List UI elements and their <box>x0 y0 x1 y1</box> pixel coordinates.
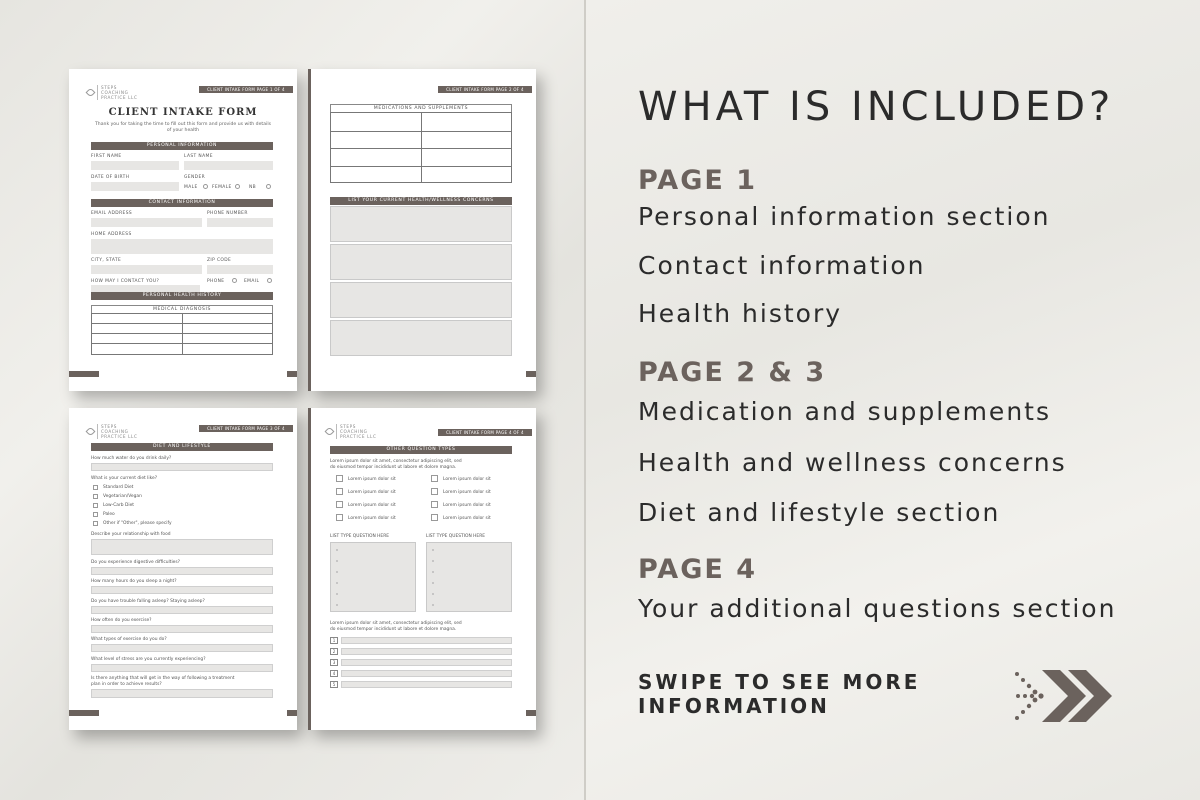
brand-line2: PRACTICE LLC <box>340 434 377 439</box>
diet-option-1: Standard Diet <box>103 485 134 490</box>
page-accent-bar <box>308 69 311 391</box>
list-box-2[interactable] <box>426 542 512 612</box>
form-page-2 <box>308 69 536 391</box>
home-address-field[interactable] <box>91 239 273 254</box>
city-state-field[interactable] <box>91 265 202 274</box>
numbered-answer-1[interactable] <box>341 637 512 644</box>
numbered-answer-5[interactable] <box>341 681 512 688</box>
question-exercise-often: How often do you exercise? <box>91 618 152 623</box>
female-radio[interactable] <box>235 184 240 189</box>
question-stress: What level of stress are you currently experiencing? <box>91 657 206 662</box>
leaf-icon <box>325 427 335 437</box>
concern-box-1[interactable] <box>330 206 512 242</box>
email-address-label: EMAIL ADDRESS <box>91 211 133 216</box>
answer-obstacle[interactable] <box>91 689 273 698</box>
brand-line2: PRACTICE LLC <box>101 95 138 100</box>
diet-checkbox-4[interactable] <box>93 512 98 517</box>
diet-option-3: Low-Carb Diet <box>103 503 134 508</box>
last-name-label: LAST NAME <box>184 154 213 159</box>
question-relationship: Describe your relationship with food <box>91 532 171 537</box>
other-checkbox-6[interactable] <box>431 501 438 508</box>
first-name-label: FIRST NAME <box>91 154 122 159</box>
lorem-paragraph-2: Lorem ipsum dolor sit amet, consectetur adipiscing elit, sed do eiusmod tempor incididunt ut labore et dolore magna. <box>330 621 462 632</box>
other-check-label-1: Lorem ipsum dolor sit <box>348 477 396 482</box>
double-chevron-right-icon[interactable] <box>1012 668 1116 724</box>
first-name-field[interactable] <box>91 161 179 170</box>
page1-item-personal: Personal information section <box>638 202 1051 231</box>
numbered-answer-3[interactable] <box>341 659 512 666</box>
question-exercise-types: What types of exercise do you do? <box>91 637 167 642</box>
answer-exercise-often[interactable] <box>91 625 273 633</box>
form-page-3 <box>69 408 297 730</box>
section-personal-health-history: PERSONAL HEALTH HISTORY <box>91 292 273 300</box>
phone-number-field[interactable] <box>207 218 273 227</box>
other-check-label-6: Lorem ipsum dolor sit <box>443 503 491 508</box>
page-footer-bar-left <box>69 371 99 377</box>
question-sleep-hours: How many hours do you sleep a night? <box>91 579 177 584</box>
page-footer-bar-right <box>526 371 536 377</box>
page1-item-health: Health history <box>638 299 843 328</box>
zip-code-field[interactable] <box>207 265 273 274</box>
section-diet-lifestyle: DIET AND LIFESTYLE <box>91 443 273 451</box>
diet-checkbox-3[interactable] <box>93 503 98 508</box>
other-check-label-2: Lorem ipsum dolor sit <box>443 477 491 482</box>
diet-checkbox-5[interactable] <box>93 521 98 526</box>
page-footer-bar-right <box>526 710 536 716</box>
answer-stress[interactable] <box>91 664 273 672</box>
page-accent-bar <box>308 408 311 730</box>
other-checkbox-5[interactable] <box>336 501 343 508</box>
last-name-field[interactable] <box>184 161 273 170</box>
page-header-tag: CLIENT INTAKE FORM PAGE 4 OF 4 <box>438 429 532 436</box>
brand-line1: STEPS COACHING <box>101 424 129 434</box>
concern-box-4[interactable] <box>330 320 512 356</box>
form-page-1 <box>69 69 297 391</box>
phone-radio[interactable] <box>232 278 237 283</box>
number-box-1: 1 <box>330 637 338 644</box>
swipe-line-1: SWIPE TO SEE MORE <box>638 670 921 694</box>
form-page-4 <box>308 408 536 730</box>
other-checkbox-8[interactable] <box>431 514 438 521</box>
phone-number-label: PHONE NUMBER <box>207 211 248 216</box>
other-checkbox-7[interactable] <box>336 514 343 521</box>
page1-heading: PAGE 1 <box>638 165 757 196</box>
diet-checkbox-1[interactable] <box>93 485 98 490</box>
page-header-tag: CLIENT INTAKE FORM PAGE 1 OF 4 <box>199 86 293 93</box>
other-checkbox-3[interactable] <box>336 488 343 495</box>
number-box-2: 2 <box>330 648 338 655</box>
diet-option-5: Other if "Other", please specify <box>103 521 172 526</box>
diet-checkbox-2[interactable] <box>93 494 98 499</box>
page-header-tag: CLIENT INTAKE FORM PAGE 3 OF 4 <box>199 425 293 432</box>
numbered-answer-2[interactable] <box>341 648 512 655</box>
brand-logo <box>87 85 143 100</box>
list-box-1[interactable] <box>330 542 416 612</box>
page-footer-bar-left <box>69 710 99 716</box>
home-address-label: HOME ADDRESS <box>91 232 132 237</box>
answer-sleep-hours[interactable] <box>91 586 273 594</box>
email-radio[interactable] <box>267 278 272 283</box>
male-radio[interactable] <box>203 184 208 189</box>
answer-water[interactable] <box>91 463 273 471</box>
brand-line1: STEPS COACHING <box>340 424 368 434</box>
page4-item-questions: Your additional questions section <box>638 594 1117 623</box>
leaf-icon <box>86 427 96 437</box>
medications-table[interactable] <box>330 112 512 183</box>
answer-exercise-types[interactable] <box>91 644 273 652</box>
question-water: How much water do you drink daily? <box>91 456 172 461</box>
dob-label: DATE OF BIRTH <box>91 175 130 180</box>
diet-option-4: Paleo <box>103 512 115 517</box>
question-digestive: Do you experience digestive difficulties? <box>91 560 181 565</box>
other-check-label-3: Lorem ipsum dolor sit <box>348 490 396 495</box>
question-sleep-trouble: Do you have trouble falling asleep? Staying asleep? <box>91 599 205 604</box>
page4-heading: PAGE 4 <box>638 554 757 585</box>
other-checkbox-2[interactable] <box>431 475 438 482</box>
section-contact-information: CONTACT INFORMATION <box>91 199 273 207</box>
brand-line1: STEPS COACHING <box>101 85 129 95</box>
brand-logo <box>87 424 143 439</box>
question-obstacle-line2: plan in order to achieve results? <box>91 682 162 687</box>
page3-item-diet: Diet and lifestyle section <box>638 498 1001 527</box>
page1-item-contact: Contact information <box>638 251 926 280</box>
other-check-label-5: Lorem ipsum dolor sit <box>348 503 396 508</box>
concern-box-2[interactable] <box>330 244 512 280</box>
dob-field[interactable] <box>91 182 179 191</box>
form-subtitle: Thank you for taking the time to fill out this form and provide us with details of your health <box>95 122 271 133</box>
brand-logo <box>326 424 382 439</box>
concerns-header: LIST YOUR CURRENT HEALTH/WELLNESS CONCERNS <box>330 197 512 205</box>
form-title: CLIENT INTAKE FORM <box>108 107 258 118</box>
lorem-paragraph-1: Lorem ipsum dolor sit amet, consectetur adipiscing elit, sed do eiusmod tempor incididunt ut labore et dolore magna. <box>330 459 462 470</box>
page2-item-medication: Medication and supplements <box>638 397 1051 426</box>
medical-diagnosis-header: MEDICAL DIAGNOSIS <box>91 305 273 313</box>
medical-diagnosis-table[interactable] <box>91 313 273 355</box>
number-box-5: 5 <box>330 681 338 688</box>
page2-3-heading: PAGE 2 & 3 <box>638 357 827 388</box>
section-personal-information: PERSONAL INFORMATION <box>91 142 273 150</box>
other-check-label-4: Lorem ipsum dolor sit <box>443 490 491 495</box>
diet-option-2: Vegetarian/Vegan <box>103 494 142 499</box>
answer-relationship[interactable] <box>91 539 273 555</box>
page-header-tag: CLIENT INTAKE FORM PAGE 2 OF 4 <box>438 86 532 93</box>
contact-question-field[interactable] <box>91 285 200 292</box>
page2-item-concerns: Health and wellness concerns <box>638 448 1067 477</box>
concern-box-3[interactable] <box>330 282 512 318</box>
phone-option-label: PHONE <box>207 279 225 284</box>
male-label: MALE <box>184 185 198 190</box>
nb-radio[interactable] <box>266 184 271 189</box>
answer-digestive[interactable] <box>91 567 273 575</box>
answer-sleep-trouble[interactable] <box>91 606 273 614</box>
email-address-field[interactable] <box>91 218 202 227</box>
section-other-question-types: OTHER QUESTION TYPES <box>330 446 512 454</box>
numbered-answer-4[interactable] <box>341 670 512 677</box>
number-box-3: 3 <box>330 659 338 666</box>
list-type-label-1: LIST TYPE QUESTION HERE <box>330 534 390 539</box>
other-check-label-7: Lorem ipsum dolor sit <box>348 516 396 521</box>
contact-question-label: HOW MAY I CONTACT YOU? <box>91 279 160 284</box>
other-check-label-8: Lorem ipsum dolor sit <box>443 516 491 521</box>
leaf-icon <box>86 88 96 98</box>
swipe-prompt <box>638 670 920 718</box>
email-option-label: EMAIL <box>244 279 260 284</box>
included-title: WHAT IS INCLUDED? <box>638 84 1115 130</box>
nb-label: NB <box>249 185 257 190</box>
medications-header: MEDICATIONS AND SUPPLEMENTS <box>330 104 512 112</box>
question-diet: What is your current diet like? <box>91 476 158 481</box>
zip-code-label: ZIP CODE <box>207 258 232 263</box>
number-box-4: 4 <box>330 670 338 677</box>
swipe-line-2: INFORMATION <box>638 694 830 718</box>
question-obstacle-line1: Is there anything that will get in the way of following a treatment <box>91 676 235 681</box>
female-label: FEMALE <box>212 185 232 190</box>
brand-line2: PRACTICE LLC <box>101 434 138 439</box>
list-type-label-2: LIST TYPE QUESTION HERE <box>426 534 486 539</box>
other-checkbox-1[interactable] <box>336 475 343 482</box>
other-checkbox-4[interactable] <box>431 488 438 495</box>
gender-label: GENDER <box>184 175 206 180</box>
page-footer-bar-right <box>287 710 297 716</box>
city-state-label: CITY, STATE <box>91 258 122 263</box>
page-footer-bar-right <box>287 371 297 377</box>
